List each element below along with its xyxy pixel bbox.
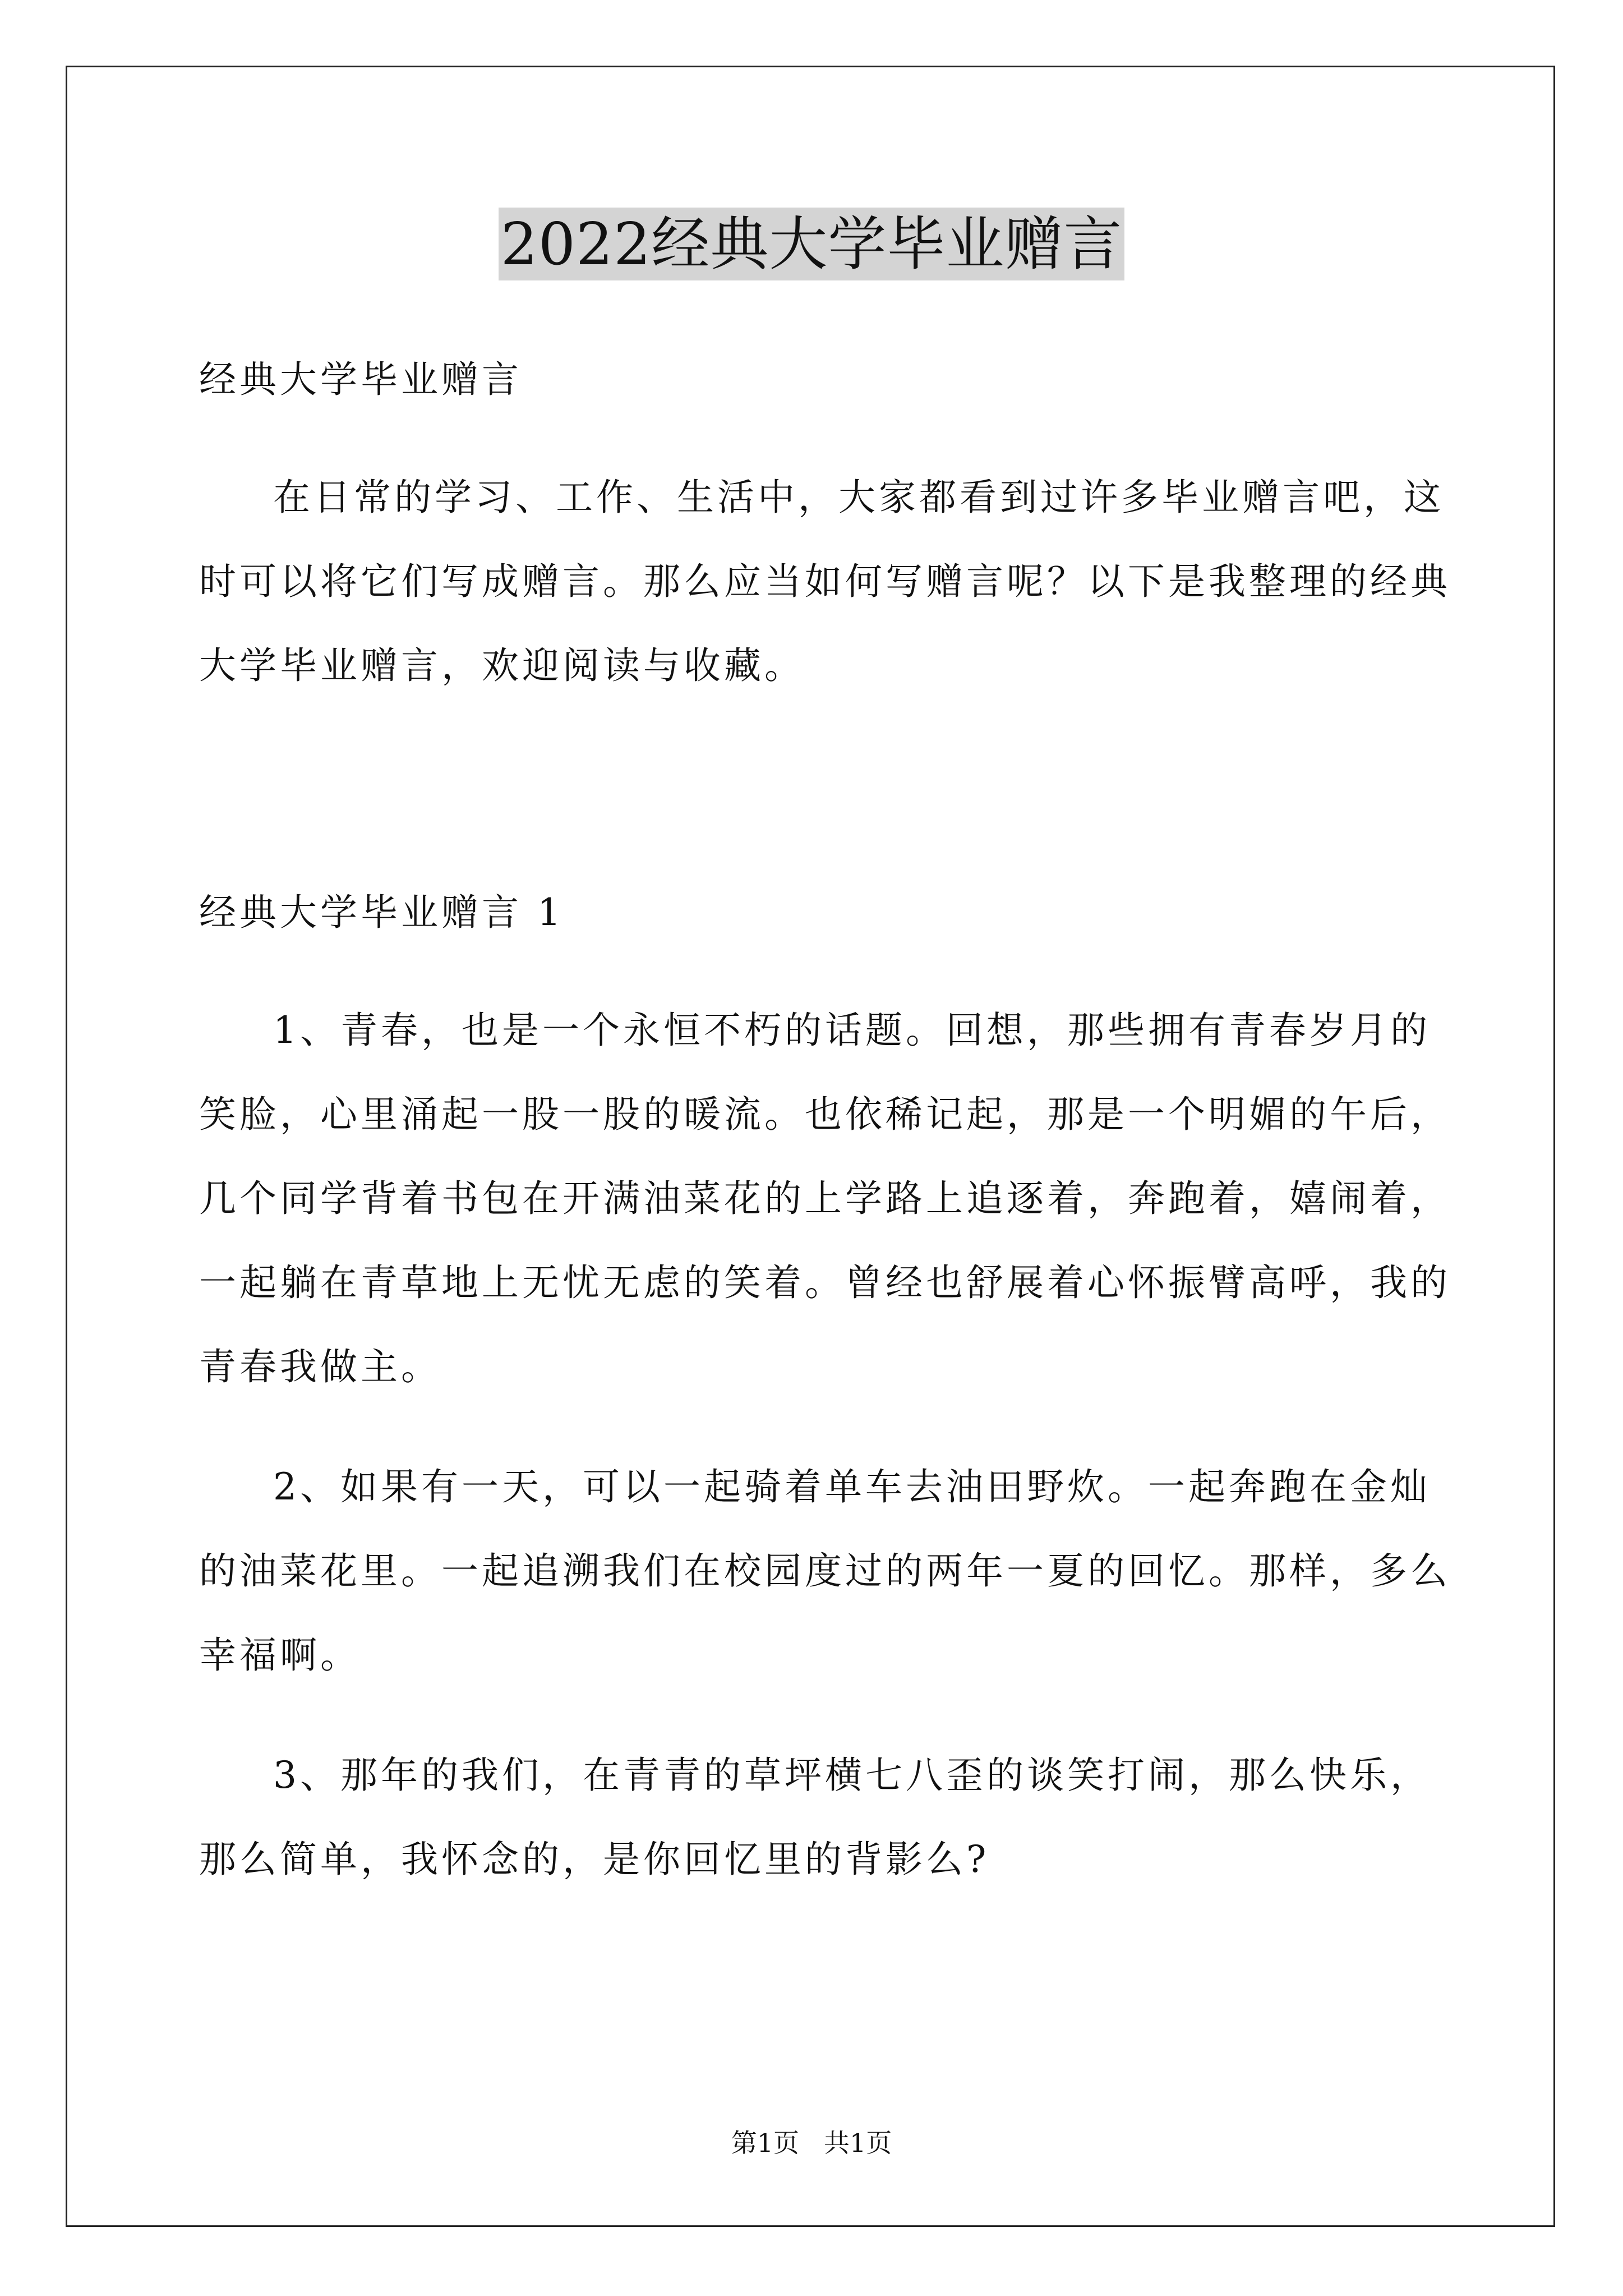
page-footer xyxy=(0,2126,1623,2160)
list-item: 2、如果有一天，可以一起骑着单车去油田野炊。一起奔跑在金灿的油菜花里。一起追溯我们在校园度过的两年一夏的回忆。那样，多么幸福啊。 xyxy=(199,1465,1451,1677)
page-total: 共1页 xyxy=(824,2128,892,2158)
subtitle: 经典大学毕业赠言 xyxy=(199,358,522,401)
section-body xyxy=(199,988,1467,1902)
page-number: 第1页 xyxy=(731,2128,799,2158)
list-item: 3、那年的我们，在青青的草坪横七八歪的谈笑打闹，那么快乐，那么简单，我怀念的，是你回忆里的背影么? xyxy=(199,1754,1431,1881)
section-heading: 经典大学毕业赠言 1 xyxy=(199,891,564,934)
intro-block xyxy=(199,455,1467,708)
list-item: 1、青春，也是一个永恒不朽的话题。回想，那些拥有青春岁月的笑脸，心里涌起一股一股的暖流。也依稀记起，那是一个明媚的午后，几个同学背着书包在开满油菜花的上学路上追逐着，奔跑着，嬉闹着，一起躺在青草地上无忧无虑的笑着。曾经也舒展着心怀振臂高呼，我的青春我做主。 xyxy=(199,1009,1451,1388)
title-container xyxy=(0,208,1623,280)
document-title: 2022经典大学毕业赠言 xyxy=(499,208,1125,280)
intro-paragraph: 在日常的学习、工作、生活中，大家都看到过许多毕业赠言吧，这时可以将它们写成赠言。那么应当如何写赠言呢？以下是我整理的经典大学毕业赠言，欢迎阅读与收藏。 xyxy=(199,476,1451,687)
